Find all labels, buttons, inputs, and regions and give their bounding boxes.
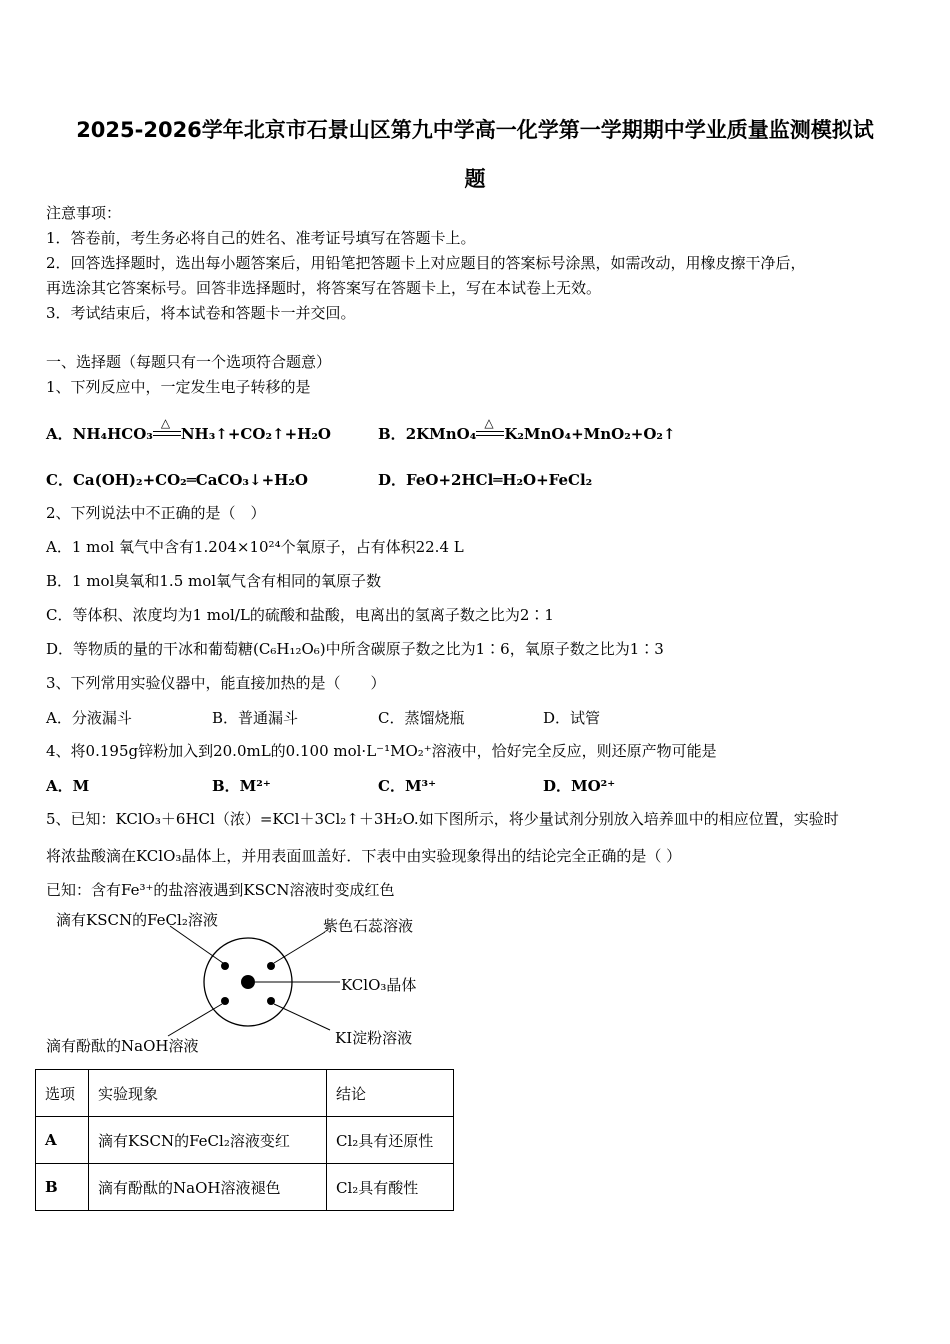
notice-item-3: 3．考试结束后，将本试卷和答题卡一并交回。 bbox=[46, 304, 356, 322]
table-cell: Cl₂具有酸性 bbox=[327, 1164, 454, 1211]
heat-symbol: △ bbox=[160, 416, 171, 430]
heat-condition bbox=[153, 416, 181, 442]
table-cell: B bbox=[36, 1164, 89, 1211]
q1-a-left: NH₄HCO₃ bbox=[72, 425, 153, 443]
heat-condition bbox=[476, 416, 504, 442]
q5-note: 已知：含有Fe³⁺的盐溶液遇到KSCN溶液时变成红色 bbox=[46, 881, 395, 899]
q4-option-b: B．M²⁺ bbox=[212, 777, 271, 795]
table-row bbox=[36, 1164, 454, 1211]
q3-option-c: C．蒸馏烧瓶 bbox=[378, 709, 465, 727]
q2-option-d: D．等物质的量的干冰和葡萄糖(C₆H₁₂O₆)中所含碳原子数之比为1∶6，氧原子数之比为1∶3 bbox=[46, 640, 664, 658]
table-header: 实验现象 bbox=[89, 1070, 327, 1117]
section-heading: 一、选择题（每题只有一个选项符合题意） bbox=[46, 353, 332, 371]
q1-a-label: A． bbox=[46, 425, 73, 443]
results-table bbox=[35, 1069, 454, 1211]
page-title-cont: 题 bbox=[464, 167, 486, 191]
q1-b-right: K₂MnO₄+MnO₂+O₂↑ bbox=[504, 425, 676, 443]
q1-option-d: D．FeO+2HCl═H₂O+FeCl₂ bbox=[378, 471, 593, 489]
notice-item-1: 1．答卷前，考生务必将自己的姓名、准考证号填写在答题卡上。 bbox=[46, 229, 476, 247]
q2-stem: 2、下列说法中不正确的是（ ） bbox=[46, 504, 266, 522]
q5-stem-line2: 将浓盐酸滴在KClO₃晶体上，并用表面皿盖好．下表中由实验现象得出的结论完全正确的是（ ） bbox=[46, 847, 682, 865]
q1-a-right: NH₃↑+CO₂↑+H₂O bbox=[180, 425, 331, 443]
q4-option-d: D．MO²⁺ bbox=[543, 777, 616, 795]
q1-stem: 1、下列反应中，一定发生电子转移的是 bbox=[46, 378, 311, 396]
q3-option-d: D．试管 bbox=[543, 709, 601, 727]
q3-option-a: A．分液漏斗 bbox=[46, 709, 132, 727]
page-title: 2025-2026学年北京市石景山区第九中学高一化学第一学期期中学业质量监测模拟试 bbox=[76, 118, 874, 142]
notice-heading: 注意事项： bbox=[46, 204, 122, 222]
q1-option-c: C．Ca(OH)₂+CO₂═CaCO₃↓+H₂O bbox=[46, 471, 308, 489]
notice-item-2a: 2．回答选择题时，选出每小题答案后，用铅笔把答题卡上对应题目的答案标号涂黑，如需改动，用橡皮擦干净后， bbox=[46, 254, 806, 272]
q2-option-a: A．1 mol 氧气中含有1.204×10²⁴个氧原子，占有体积22.4 L bbox=[46, 538, 464, 556]
diagram-label-naoh: 滴有酚酞的NaOH溶液 bbox=[46, 1037, 199, 1055]
diagram-label-ki: KI淀粉溶液 bbox=[335, 1029, 413, 1047]
table-cell: 滴有KSCN的FeCl₂溶液变红 bbox=[89, 1117, 327, 1164]
q1-b-label: B． bbox=[378, 425, 406, 443]
q2-option-c: C．等体积、浓度均为1 mol/L的硫酸和盐酸，电离出的氢离子数之比为2∶1 bbox=[46, 606, 554, 624]
heat-symbol: △ bbox=[484, 416, 494, 430]
q3-option-b: B．普通漏斗 bbox=[212, 709, 299, 727]
q4-stem: 4、将0.195g锌粉加入到20.0mL的0.100 mol·L⁻¹MO₂⁺溶液中，恰好完全反应，则还原产物可能是 bbox=[46, 742, 717, 760]
table-header-row bbox=[36, 1070, 454, 1117]
q5-stem-line1: 5、已知：KClO₃＋6HCl（浓）=KCl＋3Cl₂↑＋3H₂O.如下图所示，将少量试剂分别放入培养皿中的相应位置，实验时 bbox=[46, 810, 839, 828]
table-row bbox=[36, 1117, 454, 1164]
diagram-label-kclo3: KClO₃晶体 bbox=[341, 976, 417, 994]
q1-b-left: 2KMnO₄ bbox=[405, 425, 477, 443]
table-header: 结论 bbox=[327, 1070, 454, 1117]
table-cell: A bbox=[36, 1117, 89, 1164]
table-cell: 滴有酚酞的NaOH溶液褪色 bbox=[89, 1164, 327, 1211]
q2-option-b: B．1 mol臭氧和1.5 mol氧气含有相同的氧原子数 bbox=[46, 572, 382, 590]
q1-option-a bbox=[46, 416, 331, 444]
table-cell: Cl₂具有还原性 bbox=[327, 1117, 454, 1164]
q3-stem: 3、下列常用实验仪器中，能直接加热的是（ ） bbox=[46, 674, 386, 692]
diagram-label-kscn: 滴有KSCN的FeCl₂溶液 bbox=[56, 911, 218, 929]
q1-option-b bbox=[378, 416, 676, 444]
diagram-label-litmus: 紫色石蕊溶液 bbox=[323, 917, 414, 935]
q4-option-c: C．M³⁺ bbox=[378, 777, 437, 795]
q4-option-a: A．M bbox=[46, 777, 90, 795]
notice-item-2b: 再选涂其它答案标号。回答非选择题时，将答案写在答题卡上，写在本试卷上无效。 bbox=[46, 279, 602, 297]
table-header: 选项 bbox=[36, 1070, 89, 1117]
